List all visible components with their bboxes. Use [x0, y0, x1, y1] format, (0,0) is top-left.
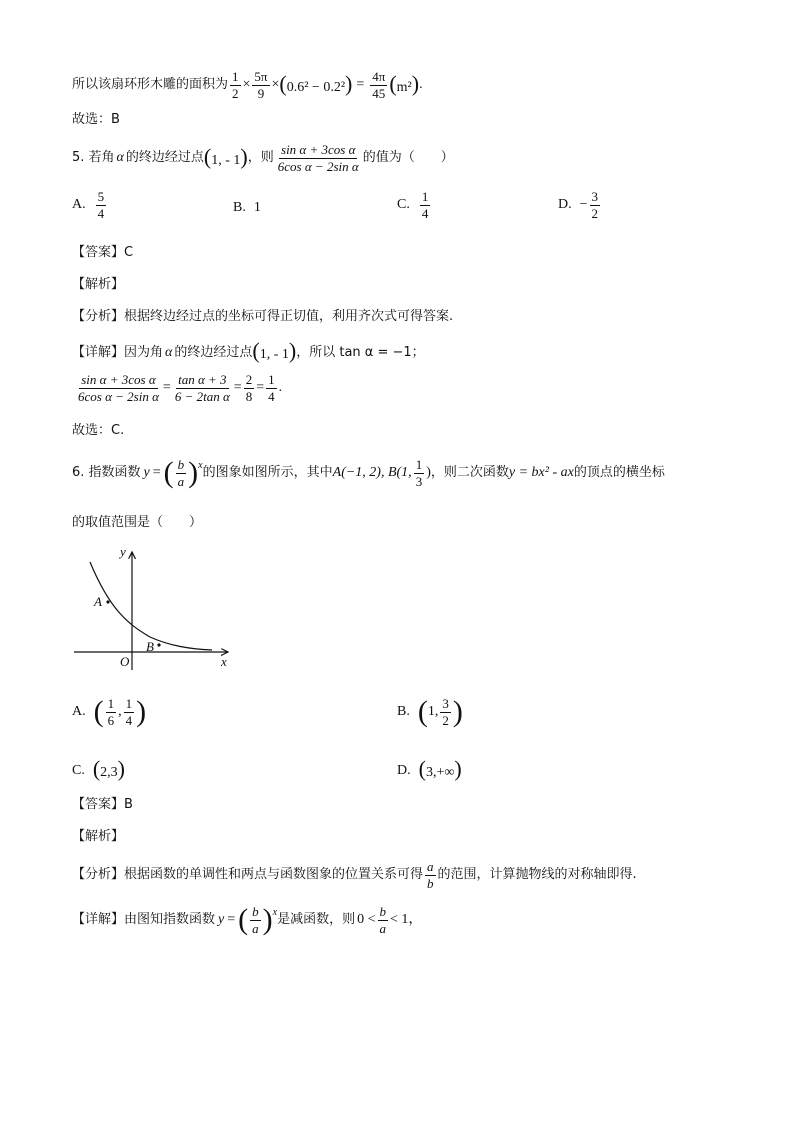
prev-frac-2: $\frac{5\pi}{9}$ [254, 69, 268, 101]
q6-option-d[interactable]: D. (3,+∞) [397, 756, 462, 781]
graph-label-b: B [146, 639, 154, 654]
q6-option-c[interactable]: C. (2,3) [72, 756, 125, 781]
q6-graph [70, 542, 240, 674]
q5-choose: 故选：C. [72, 423, 125, 438]
prev-area-text: 所以该扇环形木雕的面积为 [72, 77, 229, 93]
q6-detail-line: 【详解】由图知指数函数 y = ( $\frac{b}{a}$ ) x 是减函数，则 0 < $\frac{b}{a}$ < 1， [72, 903, 423, 937]
graph-label-a: A [94, 594, 102, 609]
prev-frac-1: $\frac{1}{2}$ [232, 69, 239, 101]
prev-answer: 故选：B [72, 112, 120, 127]
q5-analysis: 【分析】根据终边经过点的坐标可得正切值，利用齐次式可得答案. [72, 309, 454, 324]
q6-stem-line2: 的取值范围是（ ） [72, 515, 203, 530]
q5-point: (1, - 1) [203, 143, 248, 169]
q5-fraction: $\frac{\text{sin α + 3cos α}}{\text{6cos α − 2sin α}}$ [277, 142, 359, 174]
graph-point-a [106, 600, 109, 603]
graph-label-x: x [221, 654, 227, 669]
q6-stem: 6. 指数函数 y = ( $\frac{b}{a}$ ) x 的图象如图所示，其中 A(−1, 2), B(1, $\frac{1}{3}$ ) ，则二次函数 y = bx² - ax 的顶点的横坐标 [72, 456, 665, 490]
q5-stem: 5. 若角 α 的终边经过点 (1, - 1) ，则 $\frac{\text{sin α + 3cos α}}{\text{6cos α − 2sin α}}$ 的值为（ ） [72, 142, 454, 174]
q5-equation: $\frac{\text{sin α + 3cos α}}{\text{6cos α − 2sin α}}$ = $\frac{\text{tan α + 3}}{\text{6 − 2tan α}}$ = $\frac{2}{8}$ = $\frac{1}{4}$ . [78, 372, 283, 404]
q5-option-a[interactable]: A. $\frac{5}{4}$ [72, 189, 105, 221]
graph-point-b [157, 643, 160, 646]
prev-frac-3: $\frac{4\pi}{45}$ [372, 69, 386, 101]
prev-paren-expr: (0.6² − 0.2²) [279, 70, 353, 96]
graph-label-y: y [120, 544, 126, 559]
prev-area-line: 所以该扇环形木雕的面积为 $\frac{1}{2}$ × $\frac{5\pi}{9}$ × (0.6² − 0.2²) = $\frac{4\pi}{45}$ (m²) . [72, 69, 423, 101]
q6-analysis-line: 【分析】根据函数的单调性和两点与函数图象的位置关系可得 $\frac{a}{b}$ 的范围，计算抛物线的对称轴即得. [72, 859, 637, 891]
q6-option-a[interactable]: A. ( $\frac{1}{6}$ , $\frac{1}{4}$ ) [72, 695, 147, 729]
prev-unit: (m²) [389, 70, 420, 96]
q5-answer: 【答案】C [72, 245, 134, 260]
graph-label-o: O [120, 654, 130, 669]
q6-option-b[interactable]: B. ( 1, $\frac{3}{2}$ ) [397, 695, 463, 729]
q5-detail-line: 【详解】因为角 α 的终边经过点 (1, - 1) ，所以 tan α = −1； [72, 338, 425, 363]
q6-analysis-title: 【解析】 [72, 829, 125, 844]
q5-option-c[interactable]: C. $\frac{1}{4}$ [397, 189, 429, 221]
q5-analysis-title: 【解析】 [72, 277, 125, 292]
q6-answer: 【答案】B [72, 797, 133, 812]
q5-option-d[interactable]: D. − $\frac{3}{2}$ [558, 189, 599, 221]
q5-option-b[interactable]: B. 1 [233, 200, 261, 215]
graph-curve [90, 562, 212, 650]
